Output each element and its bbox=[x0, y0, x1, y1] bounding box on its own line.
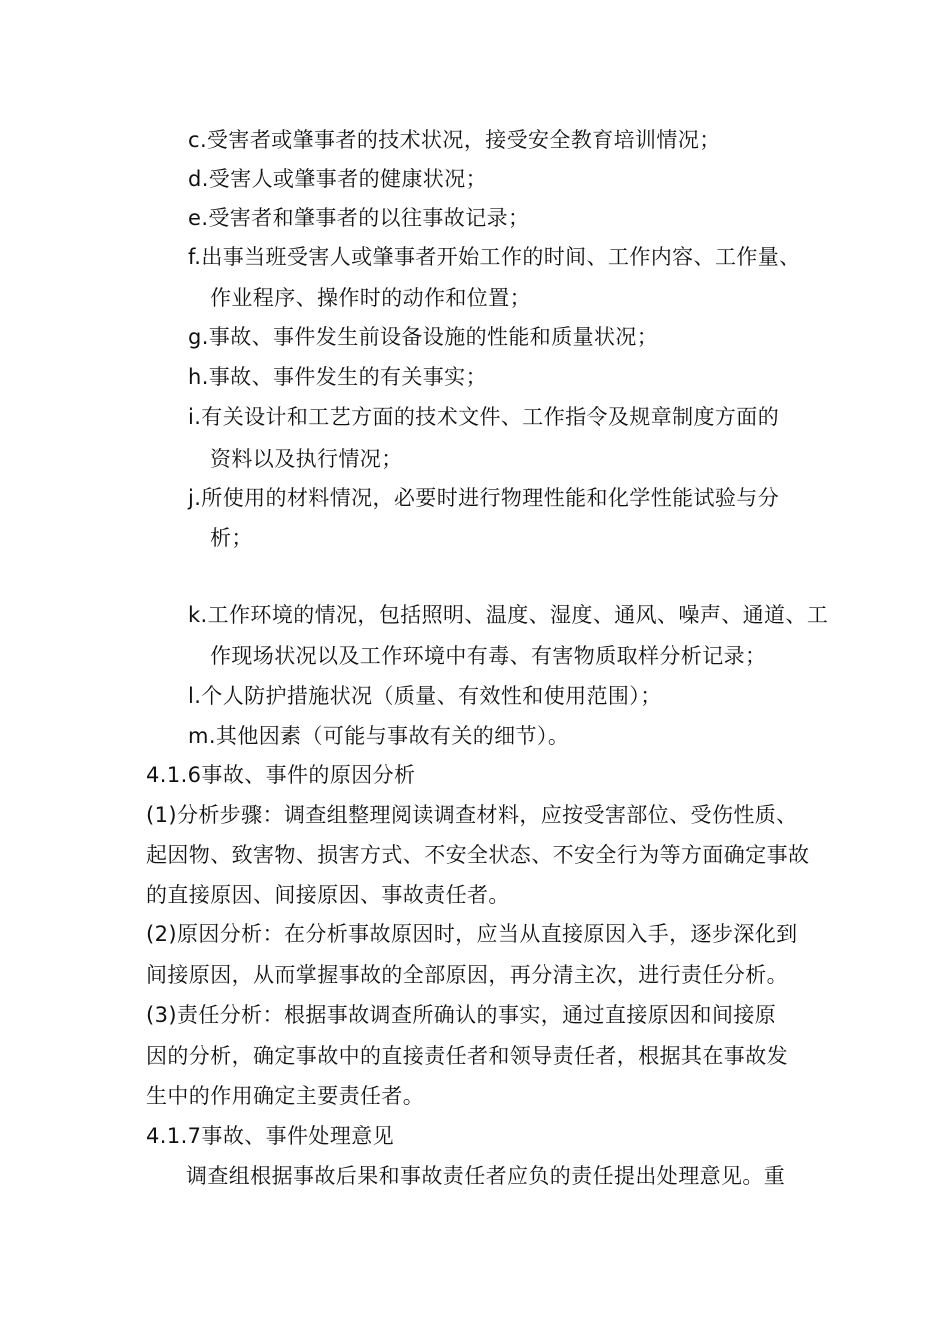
list-item-m: m.其他因素（可能与事故有关的细节）。 bbox=[188, 724, 570, 748]
list-item-h: h.事故、事件发生的有关事实； bbox=[188, 365, 487, 389]
paragraph-analysis-steps-line3: 的直接原因、间接原因、事故责任者。 bbox=[146, 883, 510, 907]
paragraph-cause-analysis-line2: 间接原因，从而掌握事故的全部原因，再分清主次，进行责任分析。 bbox=[146, 963, 788, 987]
list-item-d: d.受害人或肇事者的健康状况； bbox=[188, 167, 488, 191]
paragraph-responsibility-analysis-line3: 生中的作用确定主要责任者。 bbox=[146, 1084, 425, 1108]
list-item-g: g.事故、事件发生前设备设施的性能和质量状况； bbox=[188, 325, 659, 349]
section-heading-4-1-6: 4.1.6事故、事件的原因分析 bbox=[146, 763, 416, 787]
list-item-f-continued: 作业程序、操作时的动作和位置； bbox=[210, 286, 531, 310]
list-item-l: l.个人防护措施状况（质量、有效性和使用范围）； bbox=[188, 684, 662, 708]
section-heading-4-1-7: 4.1.7事故、事件处理意见 bbox=[146, 1124, 395, 1148]
list-item-i-continued: 资料以及执行情况； bbox=[210, 447, 403, 471]
list-item-i: i.有关设计和工艺方面的技术文件、工作指令及规章制度方面的 bbox=[188, 405, 780, 429]
list-item-c: c.受害者或肇事者的技术状况，接受安全教育培训情况； bbox=[188, 128, 721, 152]
paragraph-cause-analysis: (2)原因分析：在分析事故原因时，应当从直接原因入手，逐步深化到 bbox=[146, 922, 798, 946]
list-item-e: e.受害者和肇事者的以往事故记录； bbox=[188, 206, 530, 230]
list-item-j-continued: 析； bbox=[210, 526, 253, 550]
paragraph-analysis-steps: (1)分析步骤：调查组整理阅读调查材料，应按受害部位、受伤性质、 bbox=[146, 803, 798, 827]
list-item-k-continued: 作现场状况以及工作环境中有毒、有害物质取样分析记录； bbox=[210, 644, 767, 668]
list-item-j: j.所使用的材料情况，必要时进行物理性能和化学性能试验与分 bbox=[188, 486, 780, 510]
paragraph-responsibility-analysis: (3)责任分析：根据事故调查所确认的事实，通过直接原因和间接原 bbox=[146, 1003, 777, 1027]
paragraph-handling-opinion: 调查组根据事故后果和事故责任者应负的责任提出处理意见。重 bbox=[186, 1164, 786, 1188]
paragraph-responsibility-analysis-line2: 因的分析，确定事故中的直接责任者和领导责任者，根据其在事故发 bbox=[146, 1044, 788, 1068]
paragraph-analysis-steps-line2: 起因物、致害物、损害方式、不安全状态、不安全行为等方面确定事故 bbox=[146, 843, 810, 867]
list-item-f: f.出事当班受害人或肇事者开始工作的时间、工作内容、工作量、 bbox=[188, 245, 801, 269]
list-item-k: k.工作环境的情况，包括照明、温度、湿度、通风、噪声、通道、工 bbox=[188, 603, 829, 627]
